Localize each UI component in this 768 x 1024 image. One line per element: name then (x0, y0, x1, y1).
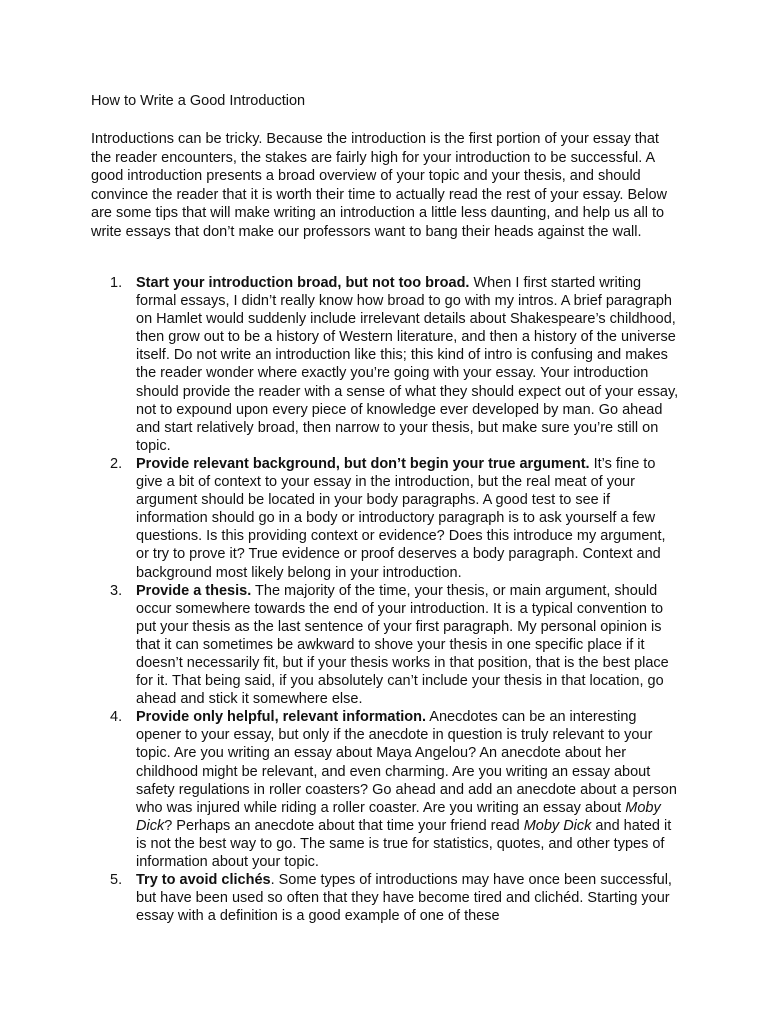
list-item (91, 274, 681, 455)
list-item (91, 708, 681, 871)
list-number: 2. (110, 455, 123, 472)
document-title: How to Write a Good Introduction (91, 93, 306, 109)
tip-heading: Try to avoid clichés (136, 872, 271, 889)
tip-heading: Provide only helpful, relevant information. (136, 709, 427, 726)
tip-body: Anecdotes can be an interesting opener to your essay, but only if the anecdote in question is truly relevant to your topic. Are you writing an essay about Maya Angelou? An anecdote about her childhood might be relevant, and even charming. Are you writing an essay about safety regulations in roller coasters? Go ahead and add an anecdote about a person who was injured while riding a roller coaster. Are you writing an essay about (136, 709, 677, 816)
tip-heading: Provide relevant background, but don’t begin your true argument. (136, 455, 590, 472)
tip-body: ? Perhaps an anecdote about that time your friend read (164, 817, 524, 834)
list-number: 4. (110, 709, 123, 726)
list-number: 1. (110, 275, 123, 291)
tip-body: The majority of the time, your thesis, or main argument, should occur somewhere towards the end of your introduction. It is a typical convention to put your thesis as the last sentence of your first paragraph. My personal opinion is that it can sometimes be awkward to shove your thesis in one specific place if it doesn’t necessarily fit, but if your thesis works in that position, that is the best place for it. That being said, if you absolutely can’t include your thesis in that location, go ahead and stick it somewhere else. (136, 582, 669, 708)
list-number: 5. (110, 872, 123, 889)
tip-body: and hated it is not the best way to go. The same is true for statistics, quotes, and other types of information about your topic. (136, 817, 672, 870)
tip-body: . Some types of introductions may have once been successful, but have been used so often that they have become tired and clichéd. Starting your essay with a definition is a good example of one of these (136, 872, 672, 925)
list-item (91, 871, 681, 925)
tip-body: When I first started writing formal essays, I didn’t really know how broad to go with my intros. A brief paragraph on Hamlet would suddenly include irrelevant details about Shakespeare’s childhood, then grow out to be a history of Western literature, and then a history of the universe itself. Do not write an introduction like this; this kind of intro is confusing and makes the reader wonder where exactly you’re going with your essay. Your introduction should provide the reader with a sense of what they should expect out of your essay, not to expound upon every piece of knowledge ever developed by man. Go ahead and start relatively broad, then narrow to your thesis, but make sure you’re still on topic. (136, 275, 679, 454)
italic-title: Moby Dick (523, 817, 592, 834)
italic-title: Moby Dick (136, 799, 661, 834)
list-item (91, 582, 681, 709)
intro-paragraph: Introductions can be tricky. Because the introduction is the first portion of your essay that the reader encounters, the stakes are fairly high for your introduction to be successful. A good introduction presents a broad overview of your topic and your thesis, and should convince the reader that it is worth their time to actually read the rest of your essay. Below are some tips that will make writing an introduction a little less daunting, and help us all to write essays that don’t make our professors want to bang their heads against the wall. (91, 131, 667, 240)
list-item (91, 455, 681, 582)
tip-heading: Start your introduction broad, but not too broad. (136, 275, 470, 291)
tips-list (91, 274, 681, 925)
tip-heading: Provide a thesis. (136, 582, 252, 599)
list-number: 3. (110, 582, 123, 599)
tip-body: It’s fine to give a bit of context to your essay in the introduction, but the real meat of your argument should be located in your body paragraphs. A good test to see if information should go in a body or introductory paragraph is to ask yourself a few questions. Is this providing context or evidence? Does this introduce my argument, or try to prove it? True evidence or proof deserves a body paragraph. Context and background most likely belong in your introduction. (136, 455, 666, 581)
